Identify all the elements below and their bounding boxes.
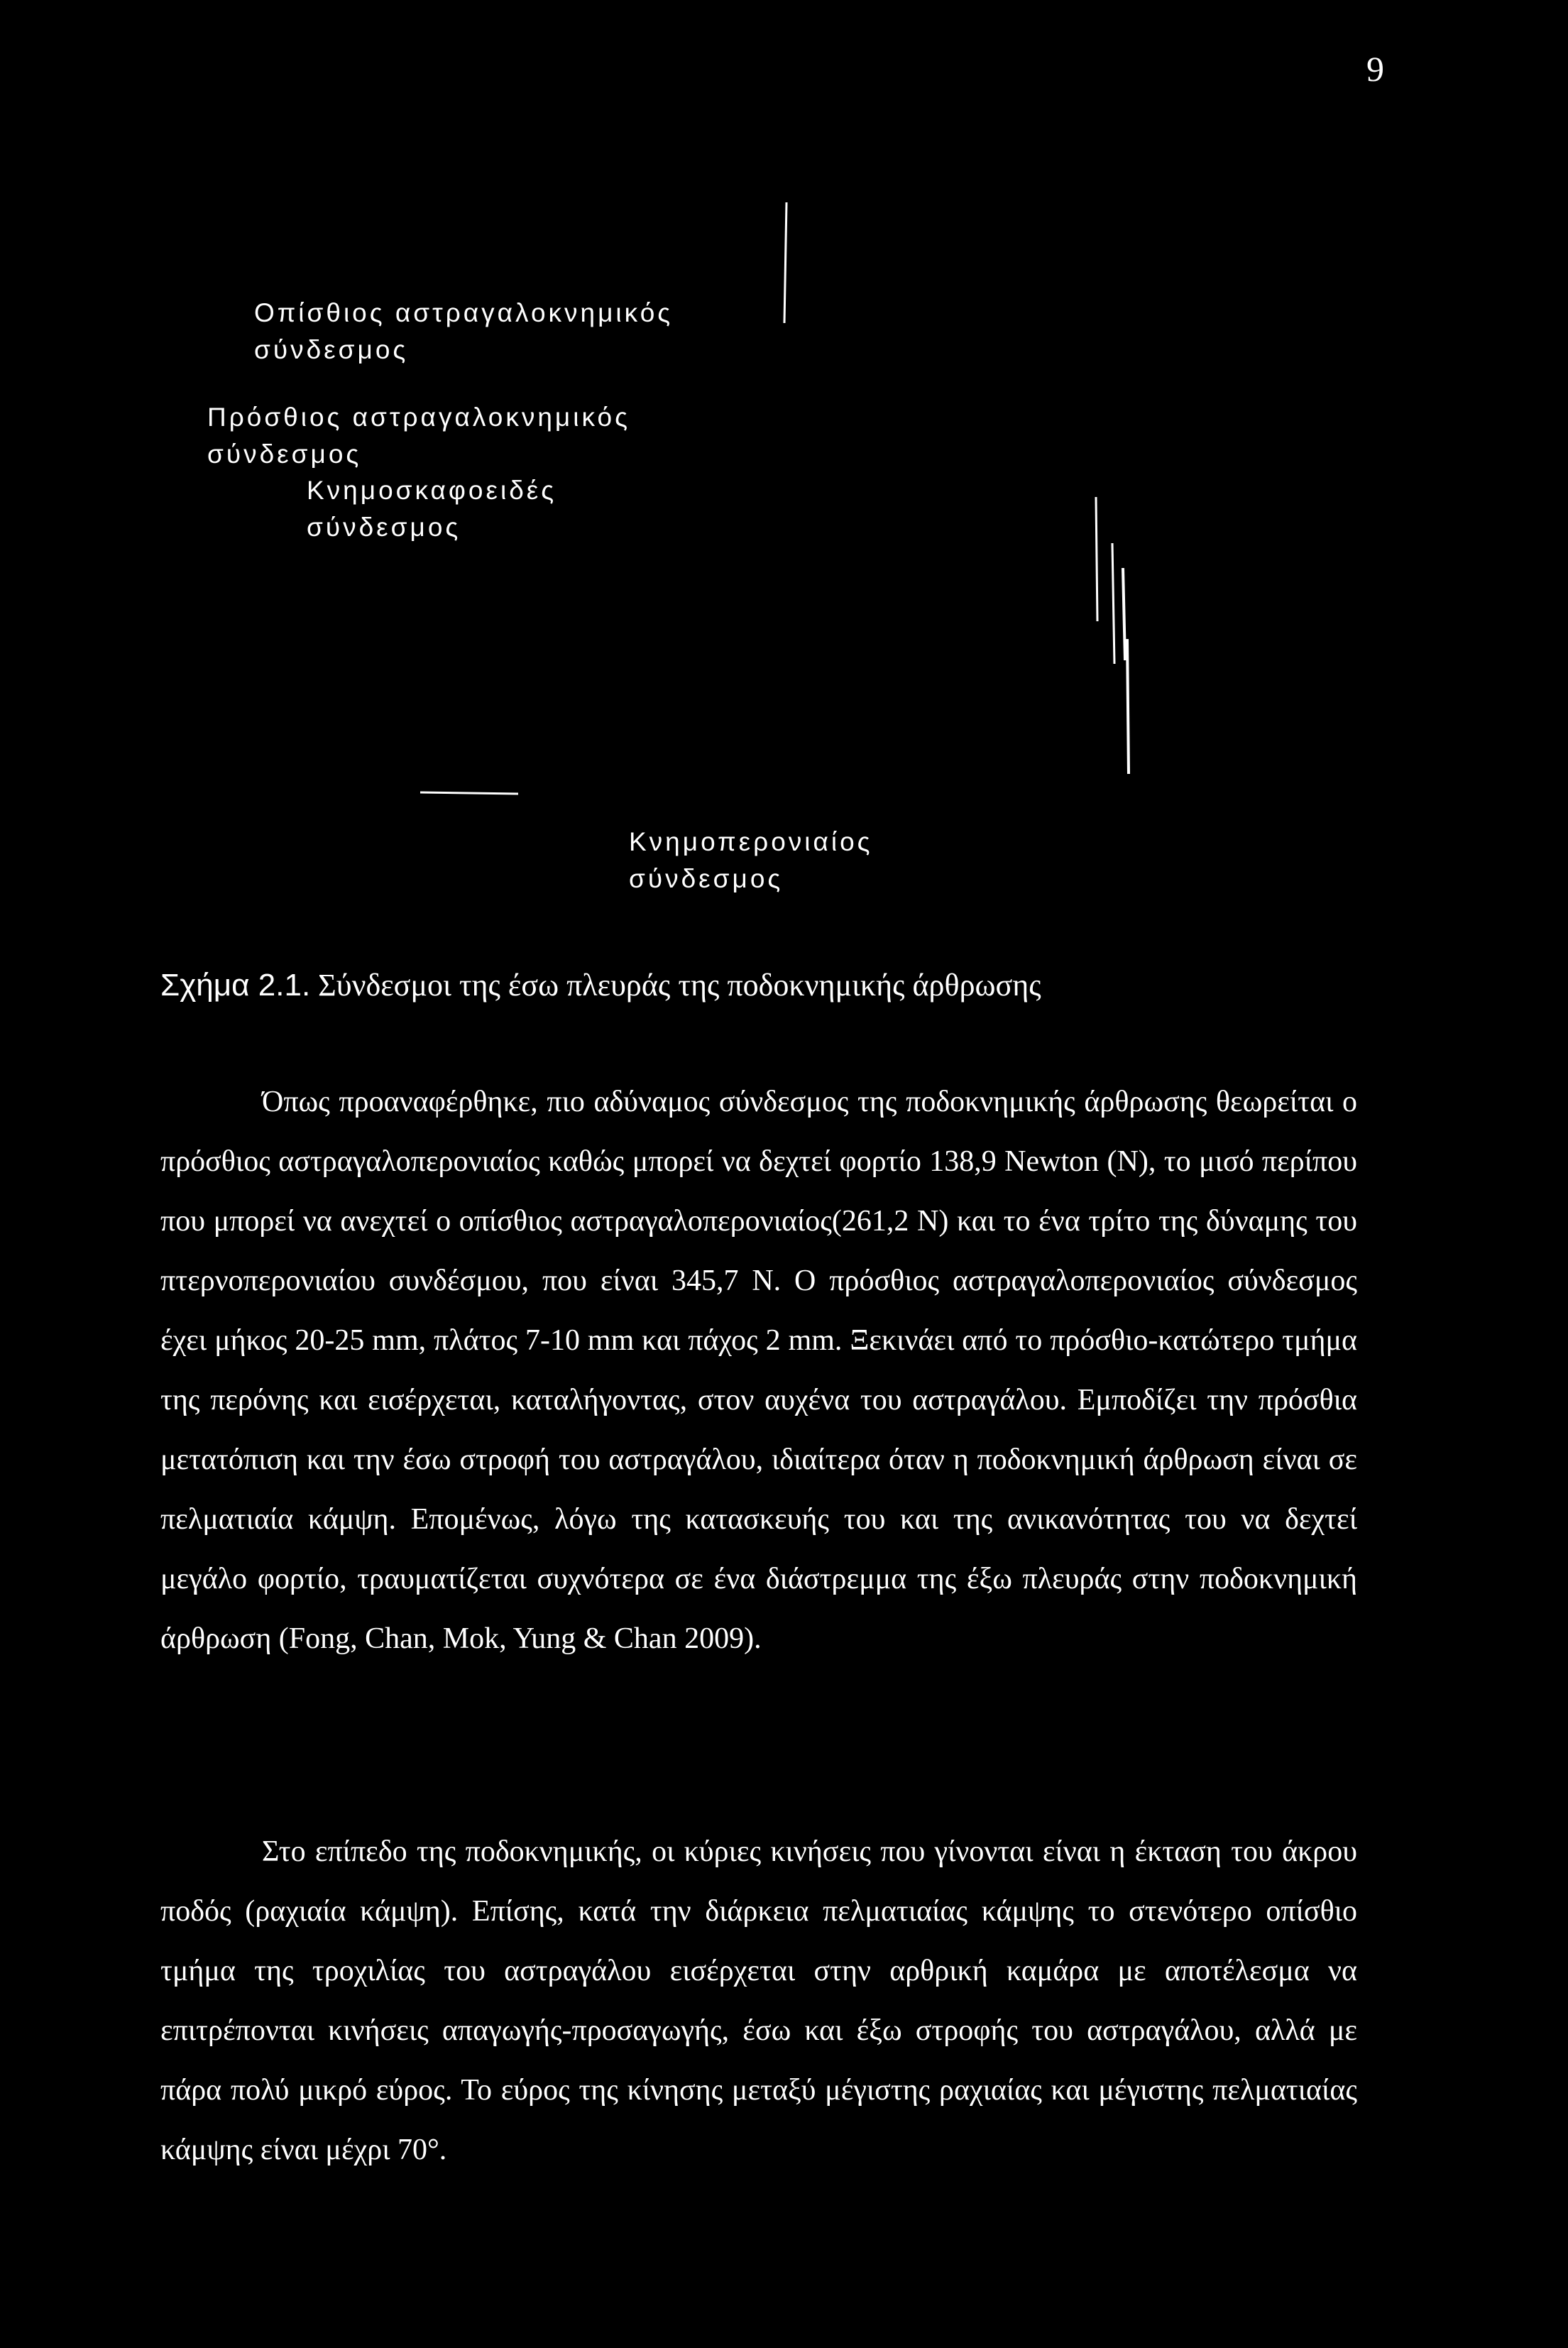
label-anterior-ligament xyxy=(207,399,630,473)
label-tibionavicular-ligament xyxy=(307,472,557,546)
label-line: σύνδεσμος xyxy=(307,513,461,542)
label-line: σύνδεσμος xyxy=(207,439,362,469)
paragraph: Στο επίπεδο της ποδοκνημικής, οι κύριες κινήσεις που γίνονται είναι η έκταση του άκρου ποδός (ραχιαία κάμψη). Επίσης, κατά την διάρκεια πελματιαίας κάμψης το στενότερο οπίσθιο τμήμα της τροχιλίας του αστραγάλου εισέρχεται στην αρθρική καμάρα με αποτέλεσμα να επιτρέπονται κινήσεις απαγωγής-προσαγωγής, έσω και έξω στροφής του αστραγάλου, αλλά με πάρα πολύ μικρό εύρος. Το εύρος της κίνησης μεταξύ μέγιστης ραχιαίας και μέγιστης πελματιαίας κάμψης είναι μέχρι 70°. xyxy=(160,1835,1357,2166)
figure-stroke xyxy=(1123,568,1125,660)
label-line: Οπίσθιος αστραγαλοκνημικός xyxy=(254,298,674,327)
caption-text: Σύνδεσμοι της έσω πλευράς της ποδοκνημικής άρθρωσης xyxy=(318,968,1041,1003)
figure-stroke xyxy=(784,202,786,323)
label-posterior-ligament xyxy=(254,295,673,368)
label-line: σύνδεσμος xyxy=(254,335,409,364)
figure-stroke xyxy=(420,792,518,794)
label-line: σύνδεσμος xyxy=(629,864,784,893)
figure-stroke xyxy=(1127,639,1129,774)
figure-caption xyxy=(160,967,1041,1003)
paragraph: Όπως προαναφέρθηκε, πιο αδύναμος σύνδεσμος της ποδοκνημικής άρθρωσης θεωρείται ο πρόσθιος αστραγαλοπερονιαίος καθώς μπορεί να δεχτεί φορτίο 138,9 Newton (N), το μισό περίπου που μπορεί να ανεχτεί ο οπίσθιος αστραγαλοπερονιαίος(261,2 N) και το ένα τρίτο της δύναμης του πτερνοπερονιαίου συνδέσμου, που είναι 345,7 N. Ο πρόσθιος αστραγαλοπερονιαίος σύνδεσμος έχει μήκος 20-25 mm, πλάτος 7-10 mm και πάχος 2 mm. Ξεκινάει από το πρόσθιο-κατώτερο τμήμα της περόνης και εισέρχεται, καταλήγοντας, στον αυχένα του αστραγάλου. Εμποδίζει την πρόσθια μετατόπιση και την έσω στροφή του αστραγάλου, ιδιαίτερα όταν η ποδοκνημική άρθρωση είναι σε πελματιαία κάμψη. Επομένως, λόγω της κατασκευής του και της ανικανότητας του να δεχτεί μεγάλο φορτίο, τραυματίζεται συχνότερα σε ένα διάστρεμμα της έξω πλευράς στην ποδοκνημική άρθρωση (Fong, Chan, Mok, Yung & Chan 2009). xyxy=(160,1086,1357,1655)
label-line: Κνημοσκαφοειδές xyxy=(307,476,557,505)
label-line: Πρόσθιος αστραγαλοκνημικός xyxy=(207,403,630,432)
label-tibiocalcaneal-ligament xyxy=(629,824,873,897)
label-line: Κνημοπερονιαίος xyxy=(629,827,873,856)
ankle-ligaments-figure xyxy=(0,0,1568,923)
page-number: 9 xyxy=(1366,49,1384,89)
caption-number: Σχήμα 2.1. xyxy=(160,968,311,1003)
figure-stroke xyxy=(1096,497,1097,621)
figure-stroke xyxy=(1112,543,1114,664)
